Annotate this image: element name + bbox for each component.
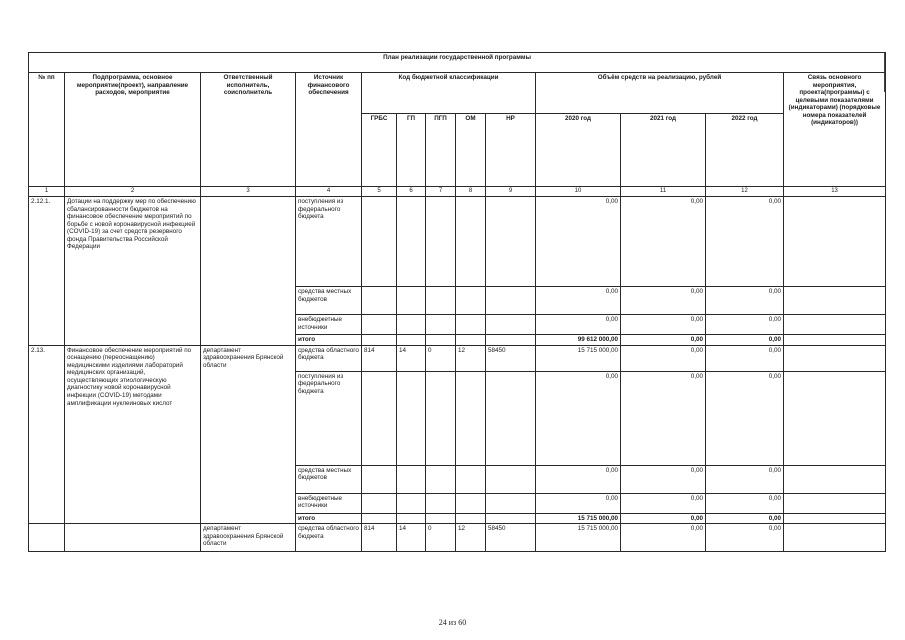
column-number: 13 [784, 187, 886, 197]
code-pgp [426, 315, 456, 335]
column-number: 8 [456, 187, 486, 197]
column-number: 4 [296, 187, 362, 197]
header-om: ОМ [456, 114, 486, 187]
table-row [29, 345, 886, 371]
code-grbs [362, 287, 397, 315]
header-gp: ГП [397, 114, 426, 187]
plan-sheet [28, 52, 886, 552]
amount-2020: 15 715 000,00 [536, 345, 621, 371]
funding-source: поступления из федерального бюджета [296, 197, 362, 287]
header-budget-code: Код бюджетной классификации [362, 73, 536, 114]
table-row [29, 197, 886, 287]
code-om [456, 315, 486, 335]
indicator-link [784, 315, 886, 335]
amount-2020: 0,00 [536, 493, 621, 513]
code-grbs [362, 197, 397, 287]
code-gp: 14 [397, 345, 426, 371]
header-responsible: Ответственный исполнитель, соисполнитель [201, 73, 296, 187]
code-om [456, 197, 486, 287]
code-nr [486, 513, 536, 524]
row-number [29, 524, 65, 552]
column-number: 5 [362, 187, 397, 197]
code-gp [397, 465, 426, 493]
amount-2021: 0,00 [621, 315, 706, 335]
column-number: 11 [621, 187, 706, 197]
code-nr [486, 197, 536, 287]
amount-2022: 0,00 [706, 335, 784, 346]
indicator-link [784, 197, 886, 287]
header-link: Связь основного мероприятия, проекта(программы) с целевыми показателями (индикаторами) (порядковые номера показателей (индикаторов)) [784, 73, 886, 187]
indicator-link [784, 524, 886, 552]
code-nr [486, 465, 536, 493]
indicator-link [784, 345, 886, 371]
amount-2021: 0,00 [621, 335, 706, 346]
amount-2022: 0,00 [706, 465, 784, 493]
amount-2020: 0,00 [536, 287, 621, 315]
funding-source: средства областного бюджета [296, 345, 362, 371]
funding-source: внебюджетные источники [296, 493, 362, 513]
code-pgp [426, 287, 456, 315]
indicator-link [784, 465, 886, 493]
program-description: Финансовое обеспечение мероприятий по оснащению (переоснащению) медицинскими изделиями лабораторий медицинских организаций, осуществляющих этиологическую диагностику новой коронавирусной инфекции (COVID-19) методами амплификации нуклеиновых кислот [65, 345, 201, 524]
code-nr: 58450 [486, 345, 536, 371]
amount-2022: 0,00 [706, 493, 784, 513]
table-row [29, 524, 886, 552]
amount-2020: 0,00 [536, 197, 621, 287]
funding-source: средства местных бюджетов [296, 287, 362, 315]
column-number: 10 [536, 187, 621, 197]
funding-source: итого [296, 335, 362, 346]
code-nr [486, 335, 536, 346]
code-gp [397, 513, 426, 524]
funding-source: поступления из федерального бюджета [296, 371, 362, 465]
amount-2021: 0,00 [621, 524, 706, 552]
amount-2020: 0,00 [536, 371, 621, 465]
code-om [456, 371, 486, 465]
code-pgp [426, 465, 456, 493]
indicator-link [784, 335, 886, 346]
indicator-link [784, 493, 886, 513]
column-number: 9 [486, 187, 536, 197]
header-grbs: ГРБС [362, 114, 397, 187]
column-number: 3 [201, 187, 296, 197]
header-2022: 2022 год [706, 114, 784, 187]
header-volume: Объём средств на реализацию, рублей [536, 73, 784, 114]
amount-2021: 0,00 [621, 345, 706, 371]
code-nr [486, 493, 536, 513]
code-gp [397, 493, 426, 513]
indicator-link [784, 513, 886, 524]
amount-2020: 0,00 [536, 315, 621, 335]
header-pgp: ПГП [426, 114, 456, 187]
column-number: 6 [397, 187, 426, 197]
amount-2020: 15 715 000,00 [536, 524, 621, 552]
code-pgp [426, 371, 456, 465]
amount-2022: 0,00 [706, 513, 784, 524]
amount-2021: 0,00 [621, 493, 706, 513]
code-om [456, 465, 486, 493]
code-grbs [362, 315, 397, 335]
plan-table [28, 52, 886, 552]
code-grbs: 814 [362, 524, 397, 552]
code-gp [397, 315, 426, 335]
code-pgp: 0 [426, 524, 456, 552]
amount-2021: 0,00 [621, 465, 706, 493]
amount-2022: 0,00 [706, 371, 784, 465]
funding-source: средства областного бюджета [296, 524, 362, 552]
column-number-row [29, 187, 886, 197]
column-number: 2 [65, 187, 201, 197]
code-om [456, 513, 486, 524]
code-om [456, 493, 486, 513]
code-pgp [426, 493, 456, 513]
header-program: Подпрограмма, основное мероприятие(проект), направление расходов, мероприятие [65, 73, 201, 187]
code-pgp: 0 [426, 345, 456, 371]
amount-2022: 0,00 [706, 345, 784, 371]
code-om [456, 287, 486, 315]
code-pgp [426, 197, 456, 287]
funding-source: средства местных бюджетов [296, 465, 362, 493]
code-om: 12 [456, 524, 486, 552]
code-grbs [362, 513, 397, 524]
code-grbs [362, 493, 397, 513]
code-grbs [362, 335, 397, 346]
indicator-link [784, 287, 886, 315]
amount-2021: 0,00 [621, 513, 706, 524]
code-nr [486, 287, 536, 315]
table-title: План реализации государственной программы [29, 53, 886, 73]
code-nr [486, 371, 536, 465]
responsible-executor: департамент здравоохранения Брянской области [201, 345, 296, 524]
column-number: 1 [29, 187, 65, 197]
amount-2020: 99 612 000,00 [536, 335, 621, 346]
code-grbs [362, 465, 397, 493]
code-om: 12 [456, 345, 486, 371]
responsible-executor [201, 197, 296, 346]
row-number: 2.13. [29, 345, 65, 524]
code-grbs: 814 [362, 345, 397, 371]
header-num: № пп [29, 73, 65, 187]
amount-2020: 15 715 000,00 [536, 513, 621, 524]
amount-2021: 0,00 [621, 197, 706, 287]
code-pgp [426, 513, 456, 524]
amount-2022: 0,00 [706, 524, 784, 552]
amount-2022: 0,00 [706, 197, 784, 287]
code-nr [486, 315, 536, 335]
code-gp [397, 287, 426, 315]
program-description [65, 524, 201, 552]
code-om [456, 335, 486, 346]
code-gp: 14 [397, 524, 426, 552]
amount-2021: 0,00 [621, 371, 706, 465]
header-source: Источник финансового обеспечения [296, 73, 362, 187]
code-nr: 58450 [486, 524, 536, 552]
indicator-link [784, 371, 886, 465]
column-number: 7 [426, 187, 456, 197]
amount-2022: 0,00 [706, 315, 784, 335]
column-number: 12 [706, 187, 784, 197]
code-gp [397, 197, 426, 287]
amount-2021: 0,00 [621, 287, 706, 315]
header-2021: 2021 год [621, 114, 706, 187]
header-2020: 2020 год [536, 114, 621, 187]
funding-source: внебюджетные источники [296, 315, 362, 335]
amount-2020: 0,00 [536, 465, 621, 493]
code-grbs [362, 371, 397, 465]
code-pgp [426, 335, 456, 346]
funding-source: итого [296, 513, 362, 524]
page-number: 24 из 60 [438, 618, 467, 627]
program-description: Дотации на поддержку мер по обеспечению сбалансированности бюджетов на финансовое обеспечение мероприятий по борьбе с новой коронавирусной инфекцией (COVID-19) за счет средств резервного фонда Правительства Российской Федерации [65, 197, 201, 346]
row-number: 2.12.1. [29, 197, 65, 346]
amount-2022: 0,00 [706, 287, 784, 315]
code-gp [397, 335, 426, 346]
header-nr: НР [486, 114, 536, 187]
responsible-executor: департамент здравоохранения Брянской области [201, 524, 296, 552]
code-gp [397, 371, 426, 465]
